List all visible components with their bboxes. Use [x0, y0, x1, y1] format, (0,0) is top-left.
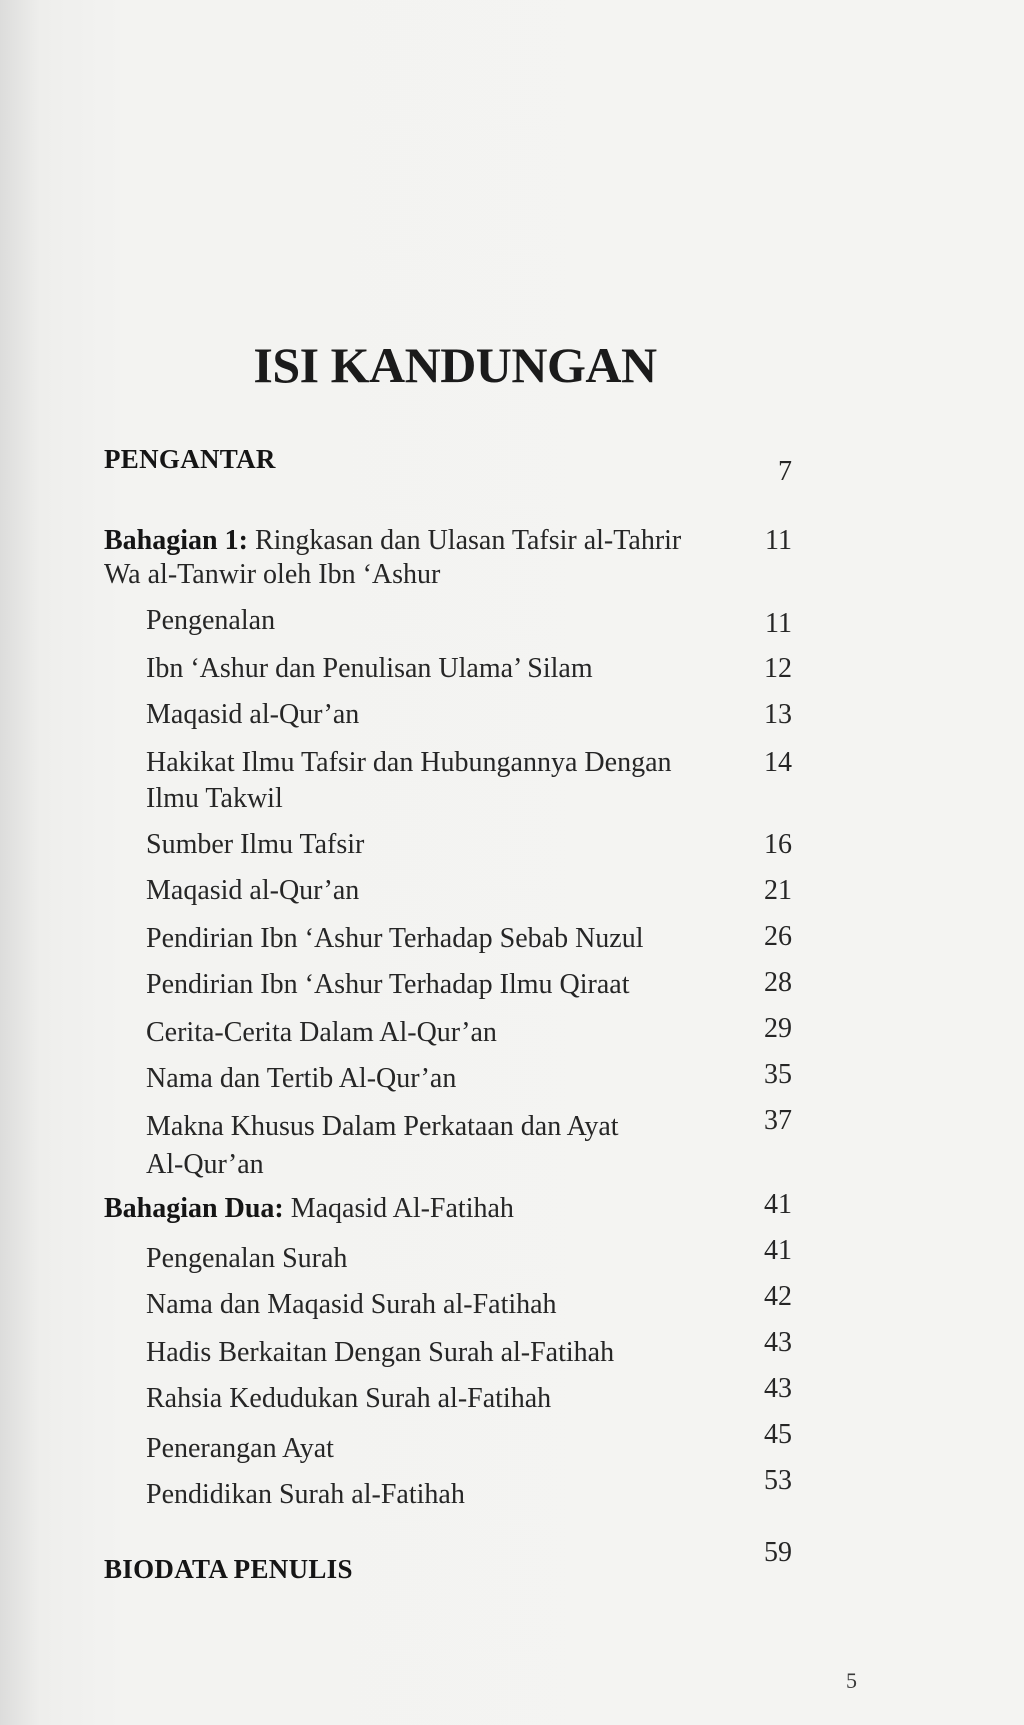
toc-entry: Maqasid al-Qur’an — [146, 699, 360, 730]
toc-entry-page: 28 — [764, 967, 792, 998]
toc-heading-pengantar: PENGANTAR — [104, 444, 276, 474]
toc-entry: Rahsia Kedudukan Surah al-Fatihah — [146, 1383, 552, 1414]
toc-page-pengantar: 7 — [778, 456, 792, 487]
toc-entry-page: 13 — [764, 699, 792, 730]
toc-page-part2: 41 — [764, 1189, 792, 1220]
toc-entry: Nama dan Maqasid Surah al-Fatihah — [146, 1289, 557, 1320]
toc-part1-title — [104, 524, 794, 558]
toc-entry: Makna Khusus Dalam Perkataan dan Ayat — [146, 1111, 619, 1142]
part2-title: Maqasid Al-Fatihah — [283, 1193, 514, 1224]
toc-part2-title — [104, 1192, 794, 1226]
toc-heading-biodata: BIODATA PENULIS — [104, 1554, 353, 1584]
toc-entry: Penerangan Ayat — [146, 1433, 334, 1464]
toc-entry: Hadis Berkaitan Dengan Surah al-Fatihah — [146, 1337, 615, 1368]
toc-entry-page: 12 — [764, 653, 792, 684]
toc-entry-page: 42 — [764, 1281, 792, 1312]
page-title: ISI KANDUNGAN — [253, 337, 657, 393]
part1-title-line2: Wa al-Tanwir oleh Ibn ‘Ashur — [104, 559, 441, 590]
toc-entry-page: 41 — [764, 1235, 792, 1266]
toc-entry: Maqasid al-Qur’an — [146, 875, 360, 906]
toc-entry: Pendirian Ibn ‘Ashur Terhadap Sebab Nuzul — [146, 923, 644, 954]
toc-entry: Pendidikan Surah al-Fatihah — [146, 1479, 465, 1510]
toc-entry-continued: Al-Qur’an — [146, 1149, 264, 1180]
toc-entry-page: 45 — [764, 1419, 792, 1450]
toc-entry-page: 37 — [764, 1105, 792, 1136]
part1-prefix: Bahagian 1: — [104, 525, 248, 556]
toc-entry-page: 16 — [764, 829, 792, 860]
toc-entry-continued: Ilmu Takwil — [146, 783, 283, 814]
toc-entry: Sumber Ilmu Tafsir — [146, 829, 365, 860]
toc-entry-page: 53 — [764, 1465, 792, 1496]
part1-title-line1: Ringkasan dan Ulasan Tafsir al-Tahrir — [247, 525, 682, 556]
toc-entry: Pendirian Ibn ‘Ashur Terhadap Ilmu Qiraat — [146, 969, 630, 1000]
toc-entry-page: 35 — [764, 1059, 792, 1090]
toc-entry: Nama dan Tertib Al-Qur’an — [146, 1063, 457, 1094]
toc-entry-page: 26 — [764, 921, 792, 952]
toc-entry-page: 43 — [764, 1327, 792, 1358]
toc-entry-page: 21 — [764, 875, 792, 906]
toc-entry: Cerita-Cerita Dalam Al-Qur’an — [146, 1017, 497, 1048]
part2-prefix: Bahagian Dua: — [104, 1193, 284, 1224]
toc-entry-page: 43 — [764, 1373, 792, 1404]
toc-entry: Ibn ‘Ashur dan Penulisan Ulama’ Silam — [146, 653, 593, 684]
toc-entry: Hakikat Ilmu Tafsir dan Hubungannya Dengan — [146, 747, 672, 778]
toc-page-part1: 11 — [765, 525, 792, 556]
toc-entry-page: 14 — [764, 747, 792, 778]
toc-entry: Pengenalan — [146, 605, 276, 636]
page-number: 5 — [846, 1668, 857, 1693]
toc-page-biodata: 59 — [764, 1537, 792, 1568]
toc-entry: Pengenalan Surah — [146, 1243, 348, 1274]
toc-entry-page: 29 — [764, 1013, 792, 1044]
toc-entry-page: 11 — [765, 608, 792, 639]
